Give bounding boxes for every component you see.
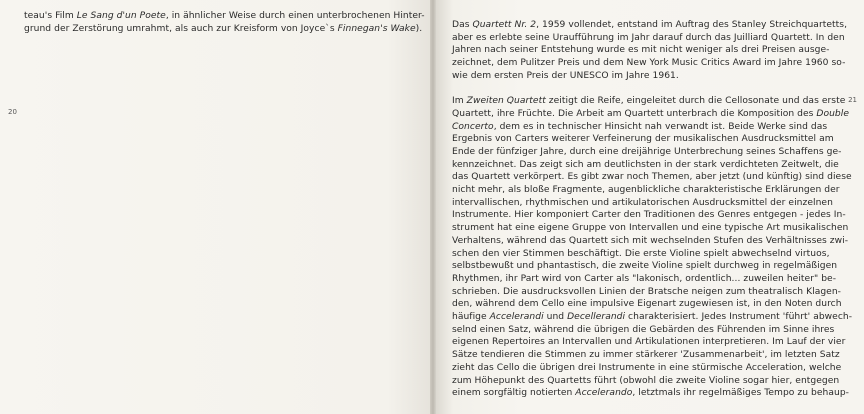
left-page [0,0,430,414]
italic-title: Le Sang d'un Poete [76,11,166,21]
text-line: aber es erlebte seine Uraufführung im Jahr darauf durch das Juilliard Quartett. In den [452,32,845,43]
text-line: Sätze tendieren die Stimmen zu immer stärkerer 'Zusammenarbeit', im letzten Satz [452,350,840,361]
text-line: den, während dem Cello eine impulsive Eigenart zugewiesen ist, in den Noten durch [452,299,842,310]
text-line: Rhythmen, ihr Part wird von Carter als "lakonisch, ordentlich... zuweilen heiter" be- [452,273,837,284]
text-line: das Quartett verkörpert. Es gibt zwar noch Themen, aber jetzt (und künftig) sind diese [452,172,852,183]
italic-title: Accelerandi [489,312,544,323]
text-line: nicht mehr, als bloße Fragmente, augenblickliche charakteristische Erklärungen der [452,185,840,196]
text-line: selbstbewußt und phantastisch, die zweite Violine spielt durchweg in regelmäßigen [452,261,838,272]
text-line: zeichnet, dem Pulitzer Preis und dem New York Music Critics Award im Jahre 1960 so- [452,58,846,69]
text-line: schrieben. Die ausdrucksvollen Linien der Bratsche neigen zum theatralisch Klagen- [452,286,842,297]
text-line: wie dem ersten Preis der UNESCO im Jahre 1961. [452,70,679,81]
text-line: Quartett, ihre Früchte. Die Arbeit am Quartett unterbrach die Komposition des Double [452,108,850,119]
text-line: Ende der fünfziger Jahre, durch eine dreijährige Unterbrechung seines Schaffens ge- [452,146,842,157]
text-line: Instrumente. Hier komponiert Carter den Traditionen des Genres entgegen - jedes In- [452,210,846,221]
text-line: zum Höhepunkt des Quartetts führt (obwohl die zweite Violine sogar hier, entgegen [452,375,840,386]
italic-title: Concerto [452,121,494,132]
italic-title: Zweiten Quartett [466,96,546,107]
text-line: strument hat eine eigene Gruppe von Intervallen und eine typische Art musikalischen [452,223,849,234]
text-line: kennzeichnet. Das zeigt sich am deutlichsten in der stark verdichteten Zeitwelt, die [452,159,839,170]
text-line: einem sorgfältig notierten Accelerando, letztmals ihr regelmäßiges Tempo zu behaup- [452,388,850,399]
text-line: eigenen Repertoires an Intervallen und Artikulationen interpretieren. Im Lauf der vier [452,337,846,348]
text-line: schen den vier Stimmen beschäftigt. Die erste Violine spielt abwechselnd virtuos, [452,248,830,259]
italic-title: Accelerando [575,388,633,399]
text-line: zieht das Cello die übrigen drei Instrumente in eine stürmische Acceleration, welche [452,362,842,373]
right-page-text [452,19,852,400]
italic-title: Double [816,108,850,119]
text-line: Concerto, dem es in technischer Hinsicht nah verwandt ist. Beide Werke sind das [452,121,828,132]
left-page-text [24,10,425,35]
italic-title: Finnegan's Wake [337,23,416,34]
text-line: grund der Zerstörung umrahmt, als auch zur Kreisform von Joyce`s Finnegan's Wake). [24,23,423,34]
text-line: intervallischen, rhythmischen und artikulatorischen Ausdrucksmittel der einzelnen [452,197,833,208]
page-number-right: 21 [848,96,857,104]
text-line: Im Zweiten Quartett zeitigt die Reife, eingeleitet durch die Cellosonate und das erste [452,96,846,107]
text-line: Ergebnis von Carters weiterer Verfeinerung der musikalischen Ausdrucksmittel am [452,134,834,145]
text-line: häufige Accelerandi und Decellerandi charakterisiert. Jedes Instrument 'führt' abwech- [452,312,853,323]
text-line: teau's Film Le Sang d'un Poete, in ähnlicher Weise durch einen unterbrochenen Hinter- [24,11,425,21]
text-line: selnd einen Satz, während die übrigen die Gebärden des Führenden im Sinne ihres [452,324,835,335]
text-line: Das Quartett Nr. 2, 1959 vollendet, entstand im Auftrag des Stanley Streichquartetts, [452,20,848,30]
page-number-left: 20 [8,108,17,116]
right-page [436,0,864,414]
text-line: Verhaltens, während das Quartett sich mit wechselnden Stufen des Verhältnisses zwi- [452,235,849,246]
italic-title: Decellerandi [567,312,626,323]
italic-title: Quartett Nr. 2 [472,20,537,30]
text-line: Jahren nach seiner Entstehung wurde es mit nicht weniger als drei Preisen ausge- [452,45,830,56]
